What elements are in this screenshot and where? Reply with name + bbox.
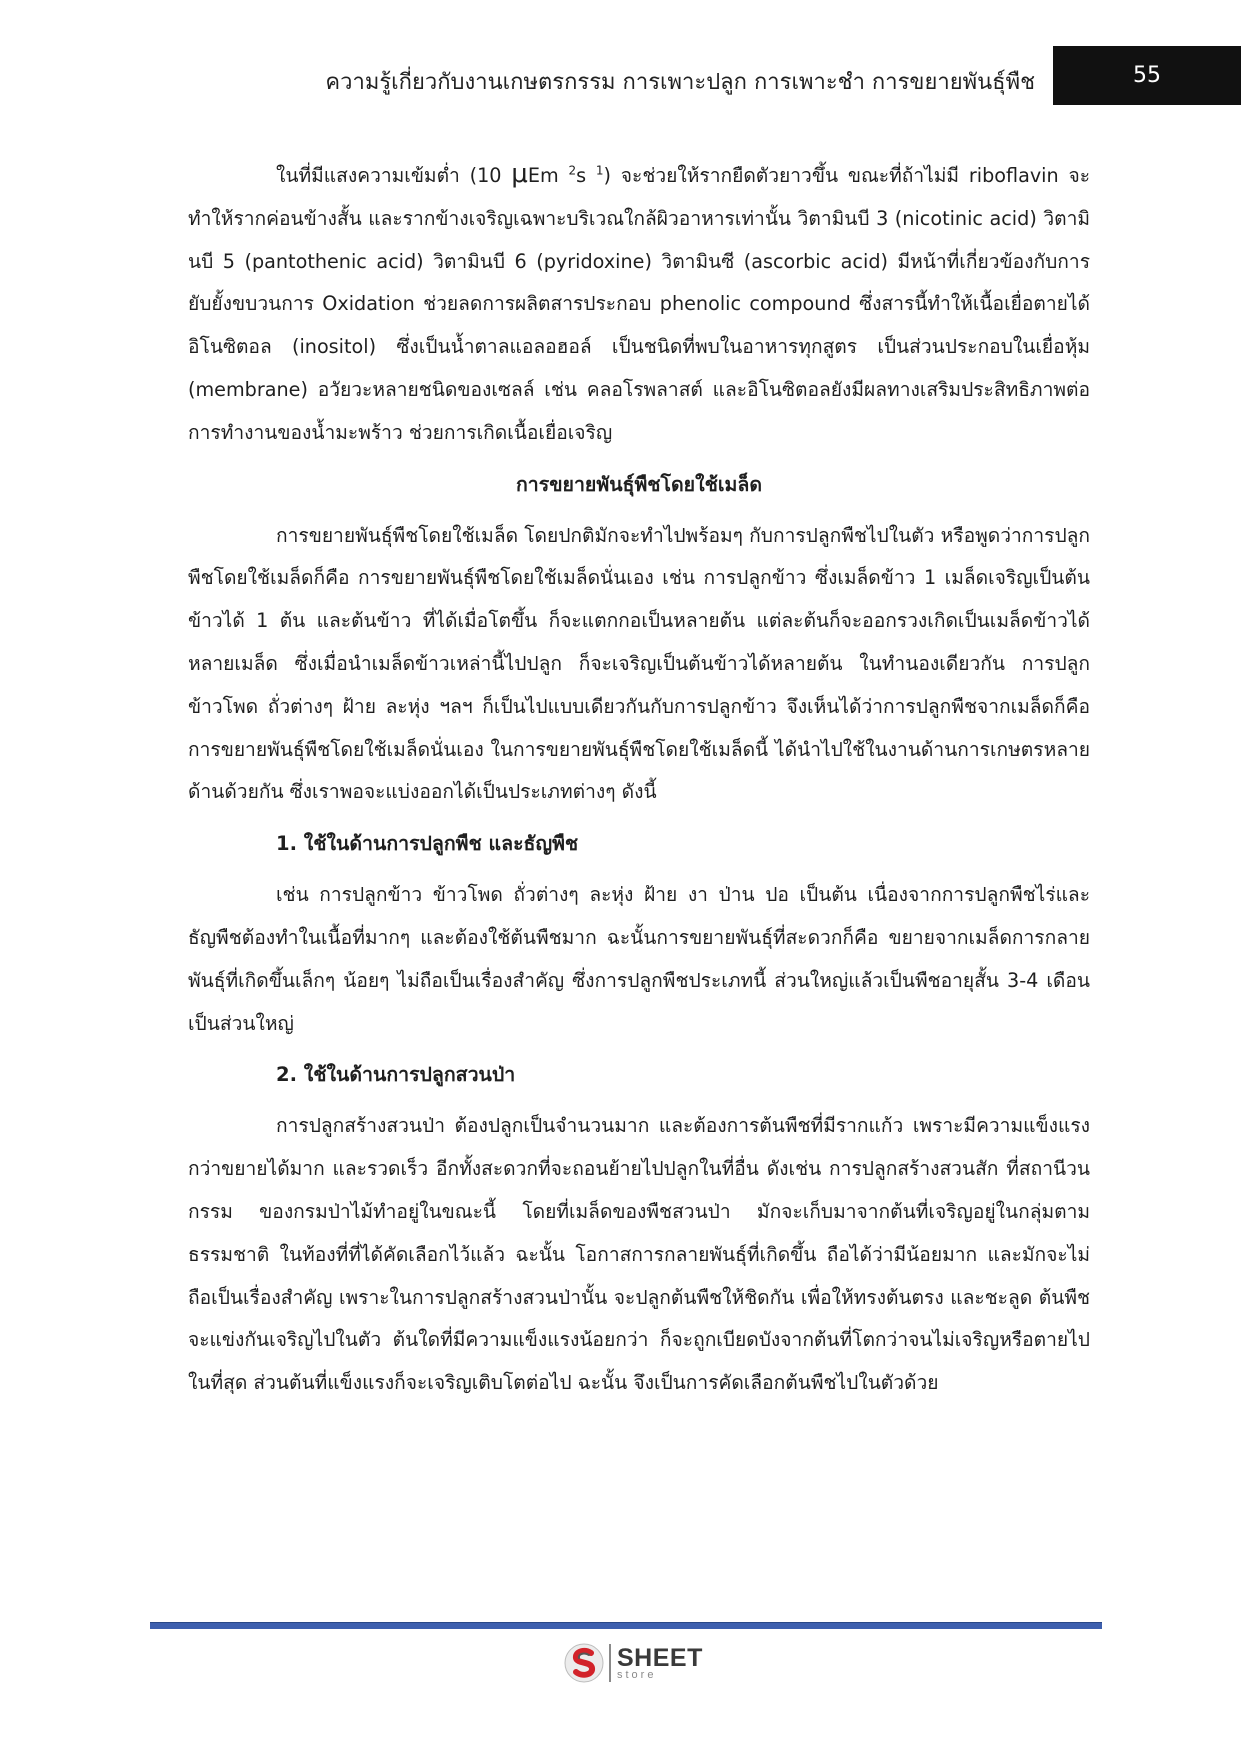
- micro-symbol: μ: [511, 159, 528, 189]
- sheet-store-logo-icon: [563, 1642, 605, 1684]
- logo-main-text: SHEET: [617, 1643, 703, 1672]
- unit-exponent-2: 1: [595, 163, 604, 178]
- subheading-forest-plantation: 2. ใช้ในด้านการปลูกสวนป่า: [276, 1063, 516, 1087]
- unit-em: Em: [527, 164, 569, 187]
- para1-start: ในที่มีแสงความเข้มต่ำ (10: [276, 164, 512, 187]
- logo-sub-text: store: [617, 1668, 657, 1681]
- unit-s: s: [576, 164, 596, 187]
- section-heading: การขยายพันธุ์พืชโดยใช้เมล็ด: [516, 472, 762, 496]
- document-body: [188, 155, 1090, 1405]
- paragraph-seed-propagation: การขยายพันธุ์พืชโดยใช้เมล็ด โดยปกติมักจะทำไปพร้อมๆ กับการปลูกพืชไปในตัว หรือพูดว่าการปลูกพืชโดยใช้เมล็ดก็คือ การขยายพันธุ์พืชโดยใช้เมล็ดนั่นเอง เช่น การปลูกข้าว ซึ่งเมล็ดข้าว 1 เมล็ดเจริญเป็นต้นข้าวได้ 1 ต้น และต้นข้าว ที่ได้เมื่อโตขึ้น ก็จะแตกกอเป็นหลายต้น แต่ละต้นก็จะออกรวงเกิดเป็นเมล็ดข้าวได้หลายเมล็ด ซึ่งเมื่อนำเมล็ดข้าวเหล่านี้ไปปลูก ก็จะเจริญเป็นต้นข้าวได้หลายต้น ในทำนองเดียวกัน การปลูกข้าวโพด ถั่วต่างๆ ฝ้าย ละหุ่ง ฯลฯ ก็เป็นไปแบบเดียวกันกับการปลูกข้าว จึงเห็นได้ว่าการปลูกพืชจากเมล็ดก็คือ การขยายพันธุ์พืชโดยใช้เมล็ดนั่นเอง ในการขยายพันธุ์พืชโดยใช้เมล็ดนี้ ได้นำไปใช้ในงานด้านการเกษตรหลายด้านด้วยกัน ซึ่งเราพอจะแบ่งออกได้เป็นประเภทต่างๆ ดังนี้: [188, 523, 1090, 804]
- logo-wordmark: [617, 1643, 703, 1681]
- running-header-title: ความรู้เกี่ยวกับงานเกษตรกรรม การเพาะปลูก การเพาะชำ การขยายพันธุ์พืช: [325, 70, 1035, 95]
- page-number-badge: [1053, 46, 1241, 105]
- paragraph-vitamins: [188, 155, 1090, 455]
- footer-logo: [563, 1640, 703, 1686]
- subheading-field-crops: 1. ใช้ในด้านการปลูกพืช และธัญพืช: [276, 832, 579, 856]
- unit-exponent-1: 2: [568, 163, 577, 178]
- page-number: 55: [1133, 63, 1161, 88]
- footer-rule: [150, 1622, 1102, 1629]
- logo-separator: [609, 1644, 611, 1682]
- paragraph-field-crops: เช่น การปลูกข้าว ข้าวโพด ถั่วต่างๆ ละหุ่ง ฝ้าย งา ป่าน ปอ เป็นต้น เนื่องจากการปลูกพืชไร่และธัญพืชต้องทำในเนื้อที่มากๆ และต้องใช้ต้นพืชมาก ฉะนั้นการขยายพันธุ์ที่สะดวกก็คือ ขยายจากเมล็ดการกลายพันธุ์ที่เกิดขึ้นเล็กๆ น้อยๆ ไม่ถือเป็นเรื่องสำคัญ ซึ่งการปลูกพืชประเภทนี้ ส่วนใหญ่แล้วเป็นพืชอายุสั้น 3-4 เดือนเป็นส่วนใหญ่: [188, 883, 1090, 1035]
- para1-rest: ) จะช่วยให้รากยืดตัวยาวขึ้น ขณะที่ถ้าไม่มี riboflavin จะทำให้รากค่อนข้างสั้น และรากข้างเจริญเฉพาะบริเวณใกล้ผิวอาหารเท่านั้น วิตามินบี 3 (nicotinic acid) วิตามินบี 5 (pantothenic acid) วิตามินบี 6 (pyridoxine) วิตามินซี (ascorbic acid) มีหน้าที่เกี่ยวข้องกับการยับยั้งขบวนการ Oxidation ช่วยลดการผลิตสารประกอบ phenolic compound ซึ่งสารนี้ทำให้เนื้อเยื่อตายได้ อิโนซิตอล (inositol) ซึ่งเป็นน้ำตาลแอลอฮอล์ เป็นชนิดที่พบในอาหารทุกสูตร เป็นส่วนประกอบในเยื่อหุ้ม (membrane) อวัยวะหลายชนิดของเซลล์ เช่น คลอโรพลาสต์ และอิโนซิตอลยังมีผลทางเสริมประสิทธิภาพต่อการทำงานของน้ำมะพร้าว ช่วยการเกิดเนื้อเยื่อเจริญ: [188, 164, 1091, 444]
- paragraph-forest-plantation: การปลูกสร้างสวนป่า ต้องปลูกเป็นจำนวนมาก และต้องการต้นพืชที่มีรากแก้ว เพราะมีความแข็งแรงกว่าขยายได้มาก และรวดเร็ว อีกทั้งสะดวกที่จะถอนย้ายไปปลูกในที่อื่น ดังเช่น การปลูกสร้างสวนสัก ที่สถานีวนกรรม ของกรมป่าไม้ทำอยู่ในขณะนี้ โดยที่เมล็ดของพืชสวนป่า มักจะเก็บมาจากต้นที่เจริญอยู่ในกลุ่มตามธรรมชาติ ในท้องที่ที่ได้คัดเลือกไว้แล้ว ฉะนั้น โอกาสการกลายพันธุ์ที่เกิดขึ้น ถือได้ว่ามีน้อยมาก และมักจะไม่ถือเป็นเรื่องสำคัญ เพราะในการปลูกสร้างสวนป่านั้น จะปลูกต้นพืชให้ชิดกัน เพื่อให้ทรงต้นตรง และชะลูด ต้นพืชจะแข่งกันเจริญไปในตัว ต้นใดที่มีความแข็งแรงน้อยกว่า ก็จะถูกเบียดบังจากต้นที่โตกว่าจนไม่เจริญหรือตายไปในที่สุด ส่วนต้นที่แข็งแรงก็จะเจริญเติบโตต่อไป ฉะนั้น จึงเป็นการคัดเลือกต้นพืชไปในตัวด้วย: [188, 1114, 1090, 1395]
